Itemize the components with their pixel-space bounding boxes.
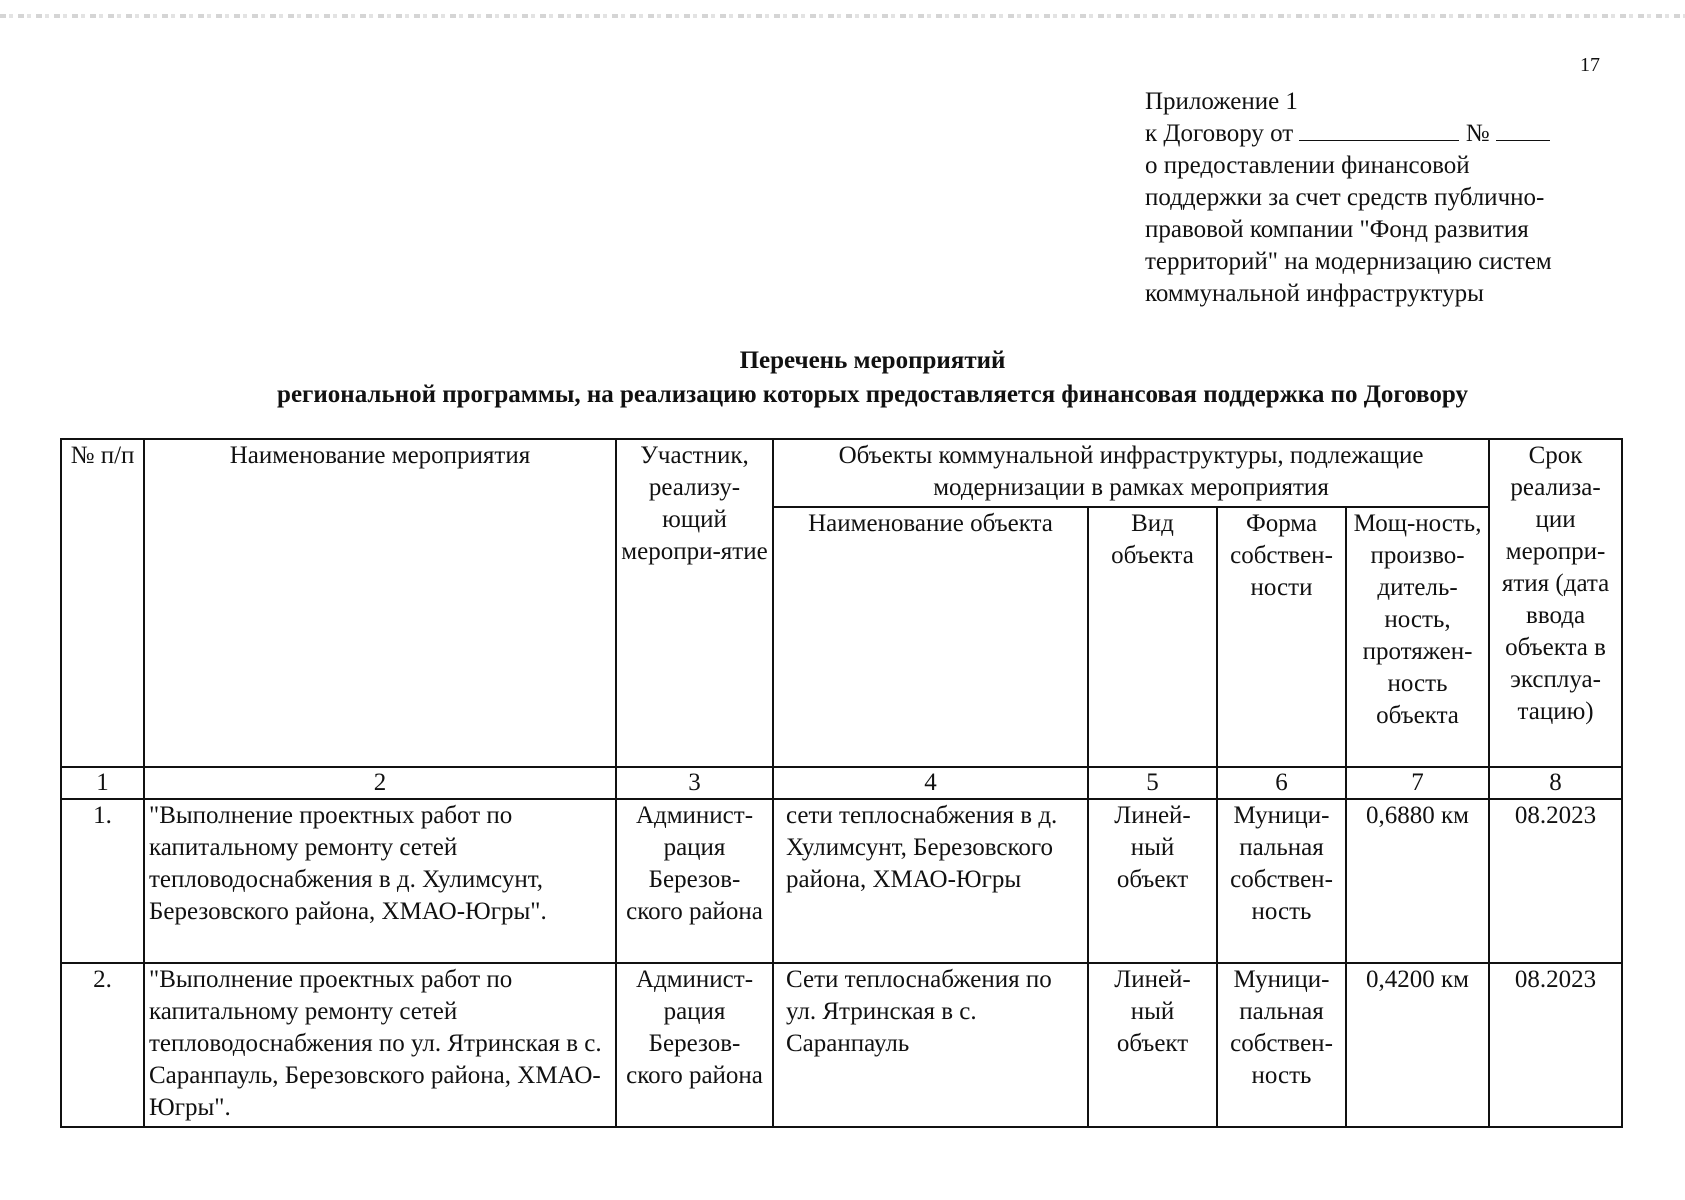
row-object-name: Сети теплоснабжения по ул. Ятринская в с. Саранпауль	[773, 963, 1088, 1127]
row-num: 1.	[61, 799, 144, 963]
appendix-line-1: Приложение 1	[1145, 88, 1298, 115]
contract-number-blank	[1496, 118, 1550, 141]
column-number: 6	[1217, 767, 1346, 799]
appendix-line-3: о предоставлении финансовой	[1145, 152, 1470, 179]
column-number: 2	[144, 767, 616, 799]
appendix-line-5: правовой компании "Фонд развития	[1145, 216, 1529, 243]
row-deadline: 08.2023	[1489, 963, 1622, 1127]
table-row	[61, 963, 1622, 1127]
header-object-type: Вид объекта	[1088, 507, 1217, 767]
appendix-contract-prefix: к Договору от	[1145, 120, 1294, 147]
row-ownership: Муници-пальная собствен-ность	[1217, 799, 1346, 963]
appendix-line-6: территорий" на модернизацию систем	[1145, 248, 1552, 275]
row-object-type: Линей-ный объект	[1088, 963, 1217, 1127]
row-capacity: 0,6880 км	[1346, 799, 1489, 963]
column-number: 3	[616, 767, 773, 799]
row-deadline: 08.2023	[1489, 799, 1622, 963]
appendix-line-2	[1145, 118, 1645, 150]
title-line-2: региональной программы, на реализацию которых предоставляется финансовая поддержка по Договору	[277, 381, 1468, 408]
header-capacity: Мощ-ность, произво-дитель-ность, протяжен-ность объекта	[1346, 507, 1489, 767]
appendix-contract-no: №	[1465, 120, 1490, 147]
row-object-type: Линей-ный объект	[1088, 799, 1217, 963]
measures-table	[60, 438, 1623, 1128]
row-measure-name: "Выполнение проектных работ по капитальному ремонту сетей тепловодоснабжения по ул. Ятринская в с. Саранпауль, Березовского района, ХМАО-Югры".	[144, 963, 616, 1127]
header-participant: Участник, реализу-ющий меропри-ятие	[616, 439, 773, 767]
column-number: 7	[1346, 767, 1489, 799]
header-name: Наименование мероприятия	[144, 439, 616, 767]
column-number: 5	[1088, 767, 1217, 799]
appendix-line-4: поддержки за счет средств публично-	[1145, 184, 1545, 211]
row-participant: Админист-рация Березов-ского района	[616, 799, 773, 963]
appendix-line-7: коммунальной инфраструктуры	[1145, 280, 1484, 307]
document-title	[0, 344, 1685, 412]
scan-artifact-line	[0, 14, 1685, 18]
column-number: 4	[773, 767, 1088, 799]
header-ownership: Форма собствен-ности	[1217, 507, 1346, 767]
table-row	[61, 799, 1622, 963]
row-num: 2.	[61, 963, 144, 1127]
title-line-1: Перечень мероприятий	[739, 347, 1006, 374]
column-numbers-row	[61, 767, 1622, 799]
appendix-block	[1145, 86, 1645, 310]
contract-date-blank	[1299, 118, 1459, 141]
header-objects-group: Объекты коммунальной инфраструктуры, подлежащие модернизации в рамках мероприятия	[773, 439, 1489, 507]
row-participant: Админист-рация Березов-ского района	[616, 963, 773, 1127]
row-capacity: 0,4200 км	[1346, 963, 1489, 1127]
header-num: № п/п	[61, 439, 144, 767]
header-deadline: Срок реализа-ции меропри-ятия (дата ввода объекта в эксплуа-тацию)	[1489, 439, 1622, 767]
header-object-name: Наименование объекта	[773, 507, 1088, 767]
column-number: 8	[1489, 767, 1622, 799]
row-object-name: сети теплоснабжения в д. Хулимсунт, Березовского района, ХМАО-Югры	[773, 799, 1088, 963]
row-ownership: Муници-пальная собствен-ность	[1217, 963, 1346, 1127]
page-number: 17	[1580, 54, 1600, 76]
column-number: 1	[61, 767, 144, 799]
row-measure-name: "Выполнение проектных работ по капитальному ремонту сетей тепловодоснабжения в д. Хулимсунт, Березовского района, ХМАО-Югры".	[144, 799, 616, 963]
